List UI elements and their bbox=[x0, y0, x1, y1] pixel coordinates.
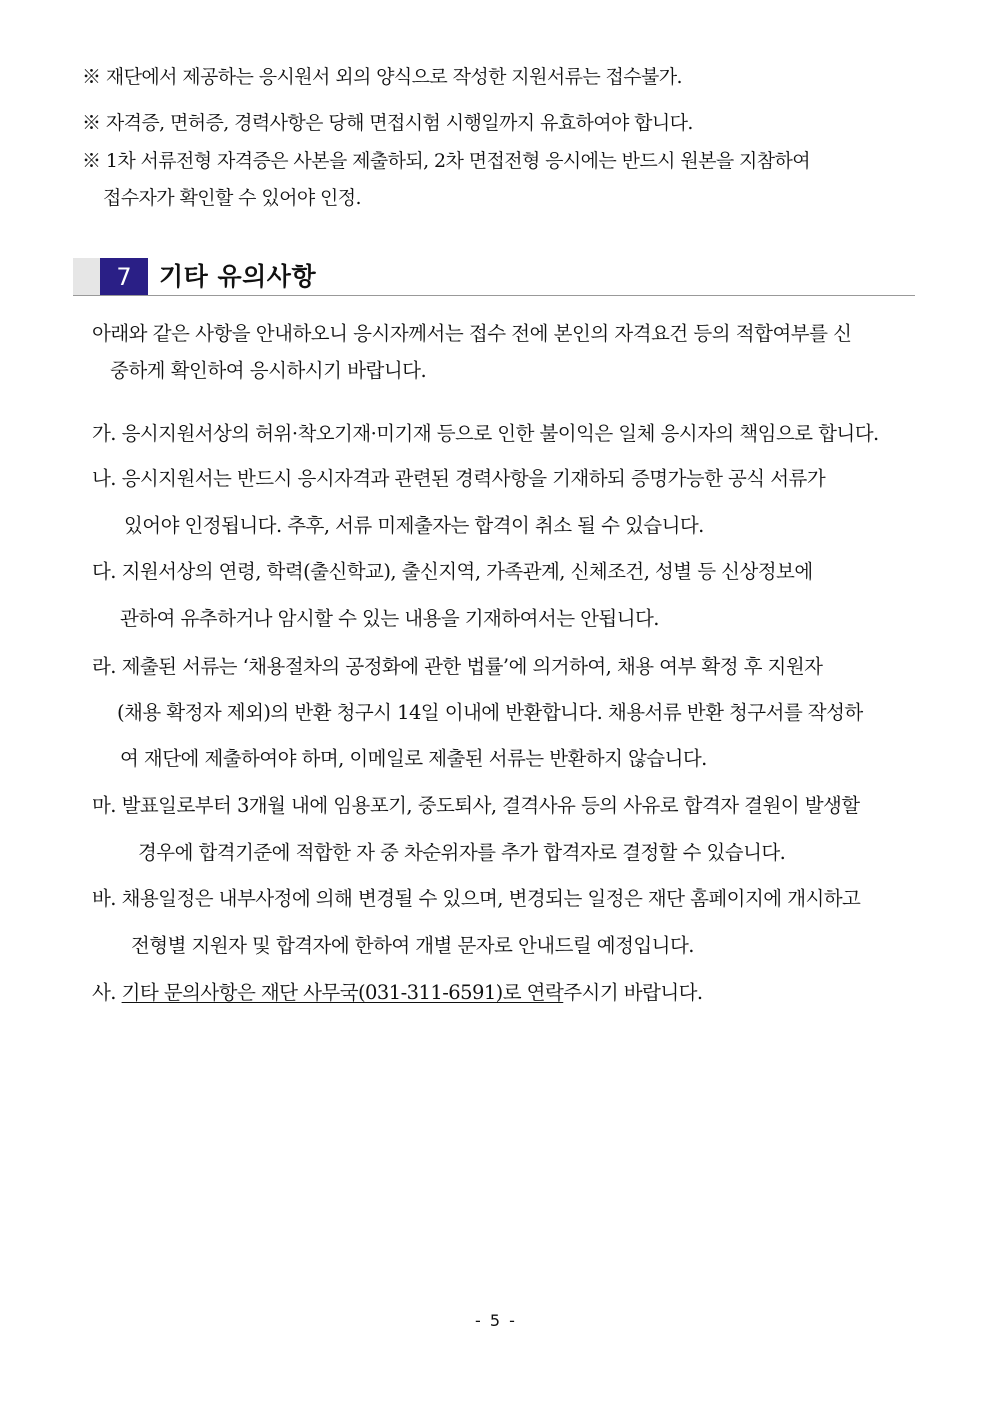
item-ra: 라. 제출된 서류는 ‘채용절차의 공정화에 관한 법률’에 의거하여, 채용 여부 확정 후 지원자 bbox=[92, 655, 823, 678]
item-na: 나. 응시지원서는 반드시 응시자격과 관련된 경력사항을 기재하되 증명가능한 공식 서류가 bbox=[92, 467, 826, 490]
section-divider bbox=[73, 295, 915, 296]
note-line-continuation: 접수자가 확인할 수 있어야 인정. bbox=[103, 187, 362, 209]
item-da: 다. 지원서상의 연령, 학력(출신학교), 출신지역, 가족관계, 신체조건, 성별 등 신상정보에 bbox=[92, 560, 813, 583]
section-number-badge: 7 bbox=[100, 258, 148, 296]
note-line: ※ 재단에서 제공하는 응시원서 외의 양식으로 작성한 지원서류는 접수불가. bbox=[82, 66, 682, 88]
page-number: - 5 - bbox=[475, 1311, 517, 1330]
item-ra-continuation: (채용 확정자 제외)의 반환 청구시 14일 이내에 반환합니다. 채용서류 반환 청구서를 작성하 bbox=[117, 701, 863, 724]
contact-info: 기타 문의사항은 재단 사무국(031-311-6591)로 연락 bbox=[121, 981, 564, 1004]
section-heading bbox=[73, 258, 915, 296]
note-line: ※ 자격증, 면허증, 경력사항은 당해 면접시험 시행일까지 유효하여야 합니다. bbox=[82, 112, 693, 134]
item-sa-prefix: 사. bbox=[92, 981, 122, 1004]
item-ra-continuation: 여 재단에 제출하여야 하며, 이메일로 제출된 서류는 반환하지 않습니다. bbox=[120, 747, 707, 770]
item-sa bbox=[92, 977, 703, 1005]
note-line: ※ 1차 서류전형 자격증은 사본을 제출하되, 2차 면접전형 응시에는 반드시 원본을 지참하여 bbox=[82, 150, 811, 172]
item-na-continuation: 있어야 인정됩니다. 추후, 서류 미제출자는 합격이 취소 될 수 있습니다. bbox=[124, 514, 704, 537]
intro-line: 중하게 확인하여 응시하시기 바랍니다. bbox=[110, 359, 427, 382]
section-heading-tint bbox=[73, 258, 100, 296]
item-ga: 가. 응시지원서상의 허위·착오기재·미기재 등으로 인한 불이익은 일체 응시자의 책임으로 합니다. bbox=[92, 422, 879, 445]
item-ba-continuation: 전형별 지원자 및 합격자에 한하여 개별 문자로 안내드릴 예정입니다. bbox=[131, 934, 694, 957]
item-sa-suffix: 주시기 바랍니다. bbox=[563, 981, 703, 1004]
item-ba: 바. 채용일정은 내부사정에 의해 변경될 수 있으며, 변경되는 일정은 재단 홈페이지에 개시하고 bbox=[92, 887, 861, 910]
item-ma-continuation: 경우에 합격기준에 적합한 자 중 차순위자를 추가 합격자로 결정할 수 있습니다. bbox=[138, 841, 786, 864]
item-da-continuation: 관하여 유추하거나 암시할 수 있는 내용을 기재하여서는 안됩니다. bbox=[120, 607, 659, 630]
item-ma: 마. 발표일로부터 3개월 내에 임용포기, 중도퇴사, 결격사유 등의 사유로 합격자 결원이 발생할 bbox=[92, 794, 860, 817]
intro-line: 아래와 같은 사항을 안내하오니 응시자께서는 접수 전에 본인의 자격요건 등의 적합여부를 신 bbox=[92, 322, 852, 345]
section-title: 기타 유의사항 bbox=[159, 262, 317, 291]
